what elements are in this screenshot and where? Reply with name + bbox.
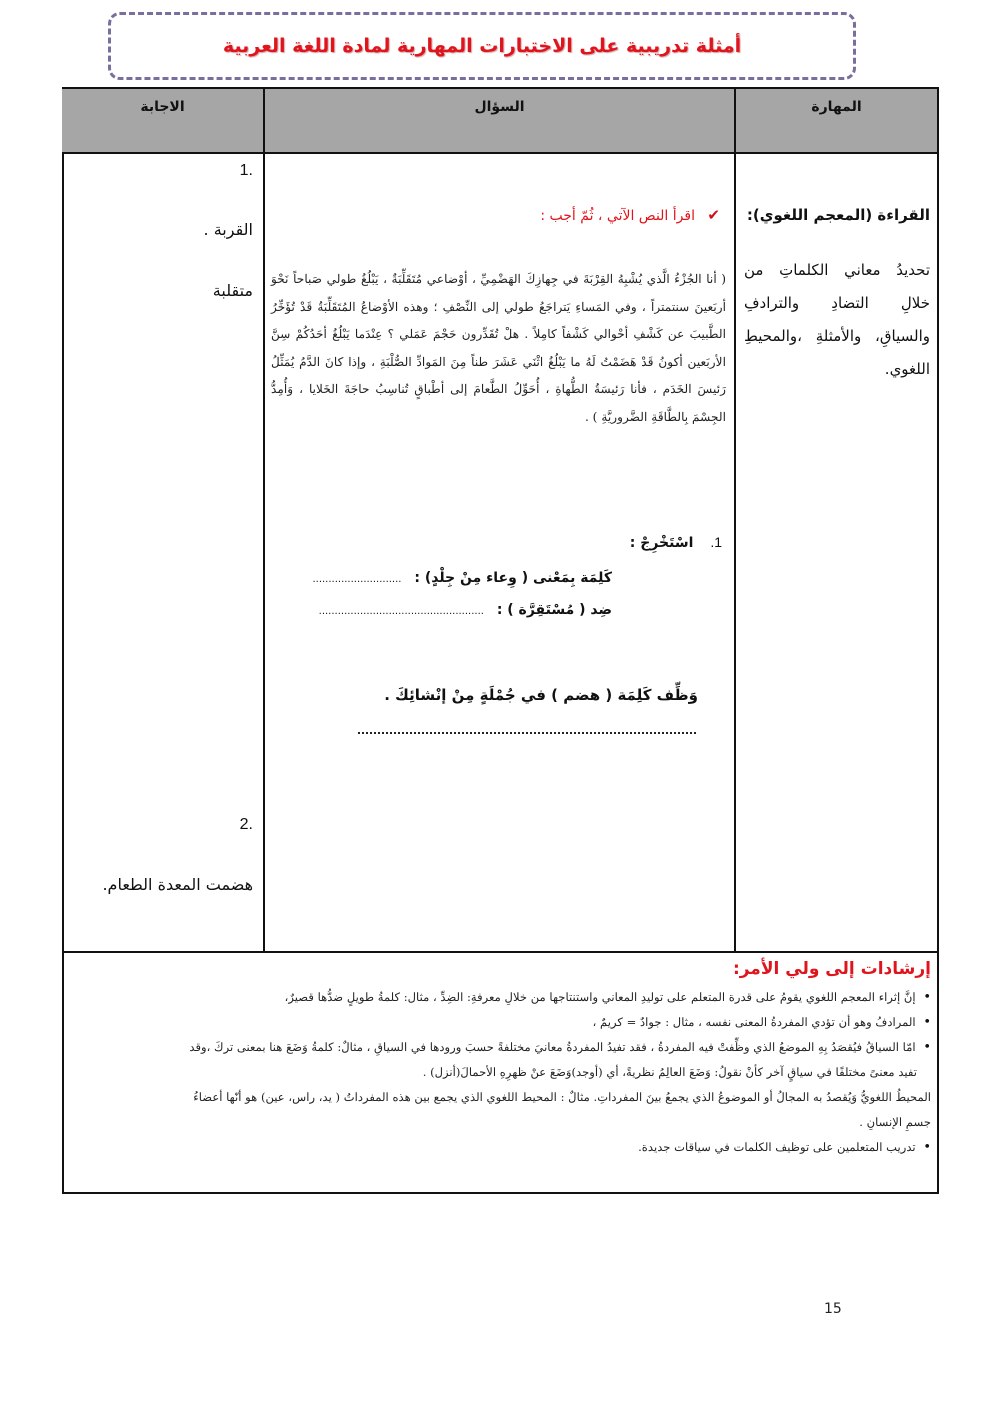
answer-2-line-1: هضمت المعدة الطعام. bbox=[102, 875, 253, 894]
answer-1-line-1: القربة . bbox=[203, 220, 253, 239]
question-1a-blank[interactable]: ............................ bbox=[312, 574, 402, 585]
question-1b-text: ضِد ( مُسْتَقِرَّة ) : bbox=[496, 602, 612, 618]
answer-1-line-2: متقلبة bbox=[212, 281, 253, 300]
skill-cell bbox=[736, 154, 937, 951]
question-1a bbox=[312, 570, 612, 586]
instruction bbox=[540, 206, 720, 224]
question-cell bbox=[263, 154, 736, 951]
answer-2-number: .2 bbox=[239, 816, 253, 833]
check-icon: ✔ bbox=[707, 206, 720, 224]
question-1a-text: كَلِمَة بِمَعْنى ( وِعاء مِنْ جِلْدٍ) : bbox=[414, 570, 612, 586]
page-number: 15 bbox=[824, 1301, 842, 1317]
column-header-answer: الاجابة bbox=[62, 89, 263, 154]
guidance-item: • إنَّ إثراء المعجم اللغوي يقومُ على قدرة المتعلم على توليدِ المعاني واستنتاجها من خلالِ معرفةِ: الضِدِّ ، مثال: كلمةُ طويلٍ ضدُّها قصيرٌ، bbox=[284, 990, 931, 1005]
answer-1-number: .1 bbox=[239, 162, 253, 179]
skill-description: تحديدُ معاني الكلماتِ من خلالِ التضادِ والترادفِ والسياقِ، والأمثلةِ ،والمحيطِ اللغوي. bbox=[744, 261, 930, 378]
bullet-icon: • bbox=[923, 1040, 931, 1055]
guidance-item-continuation: جسمِ الإنسانِ . bbox=[859, 1115, 931, 1129]
question-2: وَظِّف كَلِمَة ( هضم ) في جُمْلَةٍ مِنْ إنْشائِكَ . bbox=[384, 686, 698, 704]
reading-passage: ( أنا الجُزْءُ الَّذي يُشْبِهُ القِرْبَةَ في جِهازِكَ الهَضْمِيِّ ، أوْضاعي مُتَقَلِّبَةٌ ، يَبْلُغُ طولي صَباحاً نَحْوَ أربَعينَ سنتمتراً ، وفي المَساءِ يَتراجَعُ طولي إلى النِّصْفِ ؛ وهذه الأوْضاعُ المُتَقَلِّبَةُ قَدْ تُؤَخِّرُ الطَّبيبَ عن كَشْفِ أحْوالي كَشْفاً كامِلاً . هلْ تُقَدِّرون حَجْمَ عَمَلي ؟ عِنْدَما يَبْلُغُ أحَدُكُمْ سِنَّ الأربَعين أكونُ قَدْ هَضَمْتُ لَهُ ما يَبْلُغُ اثْنَي عَشَرَ طناً مِنَ المَوادِّ الصُّلْبَةِ ، وإذا كانَ الدَّمُ يُمَثِّلُ رَئيسَ الخَدَم ، فأنا رَئيسَةُ الطُّهاةِ ، أُحَوِّلُ الطَّعامَ إلى أطْباقٍ تُناسِبُ حاجَةَ الخَلايا ، وَأُمِدُّ الجِسْمَ بِالطَّاقَةِ الضَّروريَّةِ ) . bbox=[271, 272, 726, 424]
question-1-label: اسْتَخْرِجْ : bbox=[629, 535, 694, 551]
title-banner bbox=[108, 12, 856, 80]
page-title: أمثلة تدريبية على الاختبارات المهارية لمادة اللغة العربية bbox=[222, 35, 742, 57]
skills-table bbox=[62, 87, 939, 953]
guidance-title: إرشادات إلى ولي الأمر: bbox=[732, 959, 931, 979]
question-1-number: 1. bbox=[710, 534, 722, 550]
question-1 bbox=[630, 534, 722, 551]
guidance-item-continuation: تفيد معنىً مختلفًا في سياقٍ آخر كأنْ نقولُ: وَضَعَ العالِمُ نظريةً، أي (أوجد)وَضَعَ عنْ ظهرِهِ الأحمالَ(أنزل) . bbox=[422, 1065, 917, 1079]
question-1b bbox=[319, 602, 612, 618]
guidance-item: • تدريب المتعلمين على توظيف الكلمات في سياقات جديدة. bbox=[638, 1140, 931, 1155]
question-1b-blank[interactable]: .................................................... bbox=[318, 606, 484, 617]
guidance-item: • امّا السياقُ فيُقصَدُ بِهِ الموضعُ الذي وظِّفتْ فيه المفردةُ ، فقد تفيدُ المفردةُ معانيَ مختلفةً حسبَ ورودها في السياقِ ، مثالٌ: كلمةُ وَضَعَ هنا بمعنى تركَ ،وقد bbox=[189, 1040, 931, 1055]
instruction-text: اقرأ النص الآتي ، ثُمّ أجب : bbox=[540, 208, 695, 224]
bullet-icon: • bbox=[923, 1140, 931, 1155]
column-header-skill: المهارة bbox=[736, 89, 937, 154]
bullet-icon: • bbox=[923, 990, 931, 1005]
answer-cell bbox=[62, 154, 263, 951]
parent-guidance bbox=[62, 951, 939, 1194]
guidance-item: • المرادفُ وهو أن تؤدي المفردةُ المعنى نفسه ، مثال : جوادٌ = كريمٌ ، bbox=[592, 1015, 931, 1030]
skill-title: القراءة (المعجم اللغوي): bbox=[746, 206, 930, 224]
bullet-icon: • bbox=[923, 1015, 931, 1030]
column-header-question: السؤال bbox=[263, 89, 736, 154]
guidance-item: المحيطُ اللغويُّ وَيُقصدُ به المجالُ أو الموضوعُ الذي يجمعُ بينَ المفرداتِ. مثالٌ : المحيط اللغوي الذي يجمع بين هذه المفرداتُ ( يد، راس، عين) هو أنّها أعضاءُ bbox=[193, 1090, 931, 1104]
question-2-blank[interactable] bbox=[358, 720, 696, 734]
